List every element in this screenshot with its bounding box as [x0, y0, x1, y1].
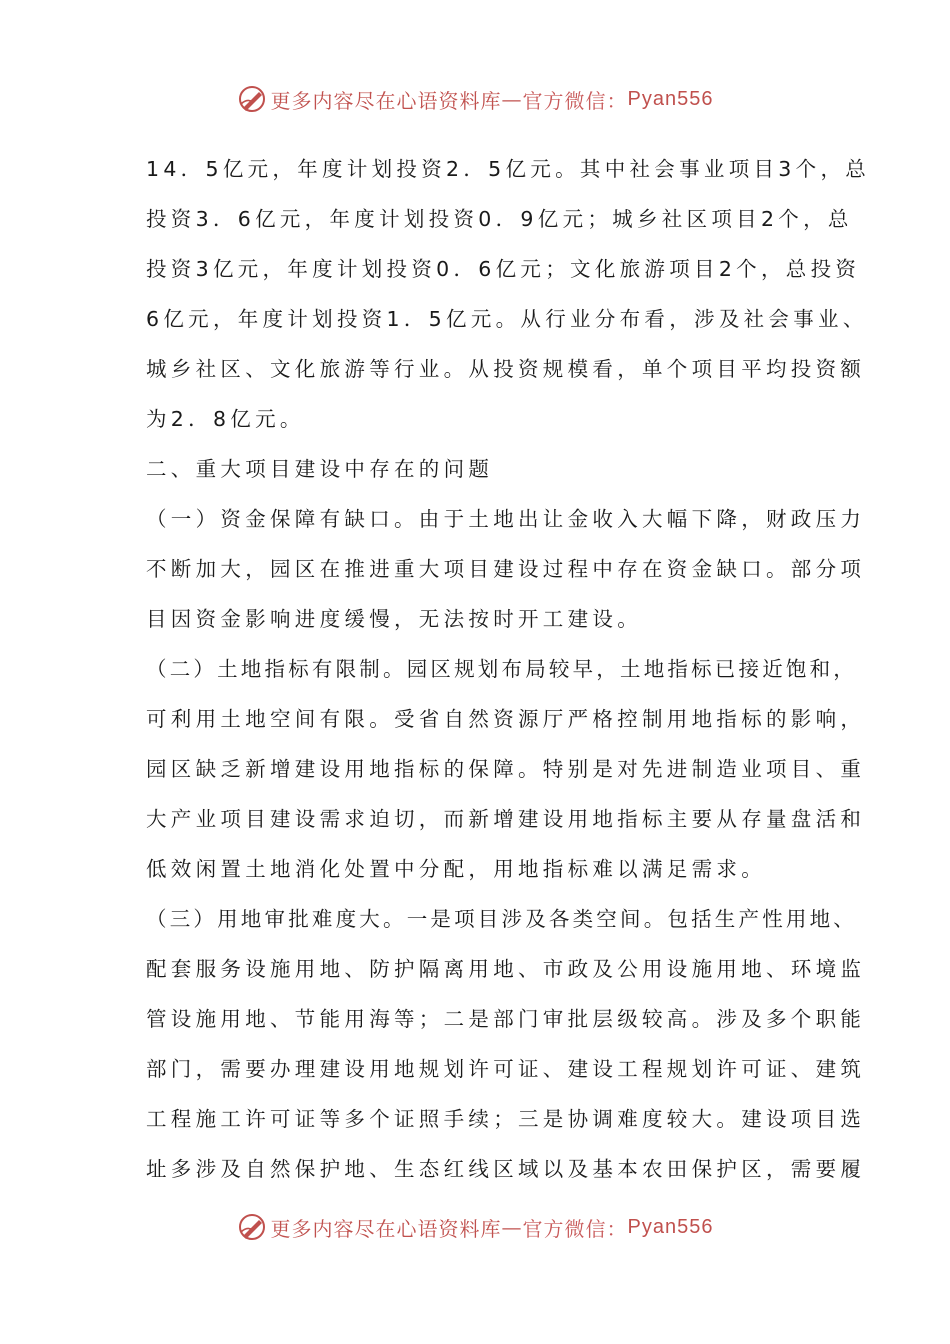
text-line: 部门，需要办理建设用地规划许可证、建设工程规划许可证、建筑	[146, 1057, 866, 1081]
text-line: 14．5亿元，年度计划投资2．5亿元。其中社会事业项目3个，总	[146, 157, 871, 181]
banner-dash: —	[501, 1215, 523, 1239]
text-line: 园区缺乏新增建设用地指标的保障。特别是对先进制造业项目、重	[146, 757, 866, 781]
text-line: （二）土地指标有限制。园区规划布局较早，土地指标已接近饱和，	[146, 657, 857, 681]
text-line: 可利用土地空间有限。受省自然资源厅严格控制用地指标的影响，	[146, 707, 866, 731]
document-body	[146, 150, 871, 1200]
banner-wechat-id: Pyan556	[627, 1215, 714, 1238]
banner-wechat-id: Pyan556	[627, 87, 714, 110]
pen-logo-icon	[237, 84, 267, 114]
text-line: 低效闲置土地消化处置中分配，用地指标难以满足需求。	[146, 857, 766, 881]
banner-main-text: 更多内容尽在心语资料库	[270, 88, 502, 113]
header-banner	[0, 84, 950, 114]
section-heading: 二、重大项目建设中存在的问题	[146, 457, 494, 481]
text-line: 城乡社区、文化旅游等行业。从投资规模看，单个项目平均投资额	[146, 357, 866, 381]
text-line: 不断加大，园区在推进重大项目建设过程中存在资金缺口。部分项	[146, 557, 866, 581]
text-line: 大产业项目建设需求迫切，而新增建设用地指标主要从存量盘活和	[146, 807, 866, 831]
text-line: （一）资金保障有缺口。由于土地出让金收入大幅下降，财政压力	[146, 507, 866, 531]
pen-logo-icon	[237, 1212, 267, 1242]
text-line: 管设施用地、节能用海等；二是部门审批层级较高。涉及多个职能	[146, 1007, 866, 1031]
footer-banner	[0, 1212, 950, 1242]
banner-dash: —	[501, 87, 523, 111]
text-line: 配套服务设施用地、防护隔离用地、市政及公用设施用地、环境监	[146, 957, 866, 981]
banner-sub-text: 官方微信：	[522, 1216, 628, 1241]
text-line: （三）用地审批难度大。一是项目涉及各类空间。包括生产性用地、	[146, 907, 857, 931]
text-line: 投资3亿元，年度计划投资0．6亿元；文化旅游项目2个，总投资	[146, 257, 861, 281]
text-line: 址多涉及自然保护地、生态红线区域以及基本农田保护区，需要履	[146, 1157, 866, 1181]
text-line: 为2．8亿元。	[146, 407, 305, 431]
text-line: 目因资金影响进度缓慢，无法按时开工建设。	[146, 607, 642, 631]
banner-main-text: 更多内容尽在心语资料库	[270, 1216, 502, 1241]
text-line: 工程施工许可证等多个证照手续；三是协调难度较大。建设项目选	[146, 1107, 866, 1131]
text-line: 投资3．6亿元，年度计划投资0．9亿元；城乡社区项目2个，总	[146, 207, 853, 231]
banner-sub-text: 官方微信：	[522, 88, 628, 113]
text-line: 6亿元，年度计划投资1．5亿元。从行业分布看，涉及社会事业、	[146, 307, 868, 331]
